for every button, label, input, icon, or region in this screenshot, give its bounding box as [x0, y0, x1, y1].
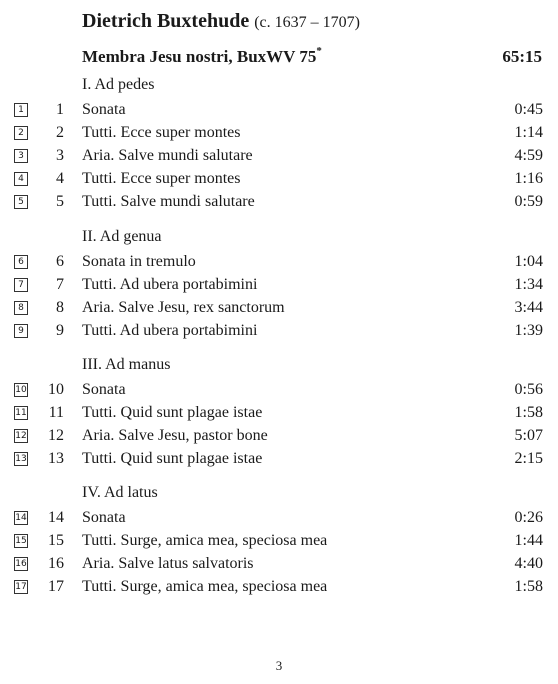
- section-heading: I. Ad pedes: [82, 76, 155, 93]
- cd-track-index-box: 15: [15, 536, 27, 546]
- track-number: 17: [48, 578, 64, 595]
- section-heading: II. Ad genua: [82, 228, 162, 245]
- cd-track-index-box: 8: [14, 301, 28, 315]
- cd-track-index-box: 2: [14, 126, 28, 140]
- cd-track-index-box: 13: [15, 454, 27, 464]
- track-title: Sonata: [82, 381, 126, 398]
- track-row: [0, 506, 558, 529]
- track-duration: 1:44: [514, 532, 543, 549]
- track-number: 15: [48, 532, 64, 549]
- work-title: Membra Jesu nostri, BuxWV 75: [82, 47, 317, 66]
- track-title: Tutti. Ad ubera portabimini: [82, 322, 258, 339]
- track-title: Aria. Salve Jesu, pastor bone: [82, 427, 268, 444]
- track-number: 5: [56, 193, 64, 210]
- composer-dates: (c. 1637 – 1707): [254, 14, 360, 31]
- cd-track-index-box: 16: [15, 559, 27, 569]
- cd-track-index-box: 7: [14, 278, 28, 292]
- track-title: Aria. Salve Jesu, rex sanctorum: [82, 299, 285, 316]
- track-number: 9: [56, 322, 64, 339]
- track-title: Aria. Salve mundi salutare: [82, 147, 253, 164]
- track-row: [0, 319, 558, 342]
- track-row: [0, 273, 558, 296]
- track-row: [0, 552, 558, 575]
- track-duration: 4:40: [514, 555, 543, 572]
- track-number: 8: [56, 299, 64, 316]
- track-row: [0, 424, 558, 447]
- track-row: [0, 121, 558, 144]
- cd-track-index-box: 17: [15, 582, 27, 592]
- track-row: [0, 98, 558, 121]
- page-number: 3: [275, 658, 283, 673]
- track-number: 2: [56, 124, 64, 141]
- work-total-duration: 65:15: [502, 47, 542, 66]
- track-title: Tutti. Ecce super montes: [82, 170, 241, 187]
- cd-track-index-box: 4: [14, 172, 28, 186]
- track-duration: 1:04: [514, 253, 543, 270]
- work-heading: [82, 47, 542, 67]
- track-title: Sonata: [82, 509, 126, 526]
- track-title: Sonata in tremulo: [82, 253, 196, 270]
- track-number: 6: [56, 253, 64, 270]
- track-row: [0, 575, 558, 598]
- track-row: [0, 144, 558, 167]
- track-row: [0, 401, 558, 424]
- track-number: 1: [56, 101, 64, 118]
- track-row: [0, 529, 558, 552]
- track-title: Tutti. Ad ubera portabimini: [82, 276, 258, 293]
- track-duration: 0:59: [514, 193, 543, 210]
- track-duration: 2:15: [514, 450, 543, 467]
- track-duration: 0:56: [514, 381, 543, 398]
- track-title: Sonata: [82, 101, 126, 118]
- track-duration: 5:07: [514, 427, 543, 444]
- track-row: [0, 296, 558, 319]
- cd-track-index-box: 6: [14, 255, 28, 269]
- track-duration: 0:45: [514, 101, 543, 118]
- track-duration: 1:58: [514, 404, 543, 421]
- track-row: [0, 167, 558, 190]
- track-row: [0, 250, 558, 273]
- composer-name: Dietrich Buxtehude: [82, 10, 250, 32]
- cd-track-index-box: 10: [15, 385, 27, 395]
- track-duration: 1:16: [514, 170, 543, 187]
- track-row: [0, 447, 558, 470]
- cd-track-index-box: 14: [15, 513, 27, 523]
- track-duration: 1:34: [514, 276, 543, 293]
- cd-track-index-box: 5: [14, 195, 28, 209]
- track-title: Tutti. Quid sunt plagae istae: [82, 404, 263, 421]
- track-number: 3: [56, 147, 64, 164]
- track-duration: 1:39: [514, 322, 543, 339]
- track-row: [0, 378, 558, 401]
- track-number: 16: [48, 555, 64, 572]
- composer-heading: [82, 10, 360, 33]
- section-heading: III. Ad manus: [82, 356, 171, 373]
- section-heading: IV. Ad latus: [82, 484, 158, 501]
- track-number: 4: [56, 170, 64, 187]
- cd-track-index-box: 9: [14, 324, 28, 338]
- cd-track-index-box: 1: [14, 103, 28, 117]
- track-title: Tutti. Surge, amica mea, speciosa mea: [82, 578, 328, 595]
- track-duration: 1:58: [514, 578, 543, 595]
- track-number: 11: [48, 404, 64, 421]
- track-number: 13: [48, 450, 64, 467]
- footnote-mark: *: [316, 45, 322, 57]
- track-title: Tutti. Surge, amica mea, speciosa mea: [82, 532, 328, 549]
- track-duration: 1:14: [514, 124, 543, 141]
- track-row: [0, 190, 558, 213]
- track-duration: 0:26: [514, 509, 543, 526]
- cd-track-index-box: 11: [15, 408, 27, 418]
- track-title: Aria. Salve latus salvatoris: [82, 555, 254, 572]
- track-number: 12: [48, 427, 64, 444]
- cd-track-index-box: 3: [14, 149, 28, 163]
- track-number: 10: [48, 381, 64, 398]
- track-duration: 3:44: [514, 299, 543, 316]
- track-title: Tutti. Salve mundi salutare: [82, 193, 255, 210]
- track-number: 7: [56, 276, 64, 293]
- track-title: Tutti. Quid sunt plagae istae: [82, 450, 263, 467]
- track-number: 14: [48, 509, 64, 526]
- track-duration: 4:59: [514, 147, 543, 164]
- track-title: Tutti. Ecce super montes: [82, 124, 241, 141]
- cd-track-index-box: 12: [15, 431, 27, 441]
